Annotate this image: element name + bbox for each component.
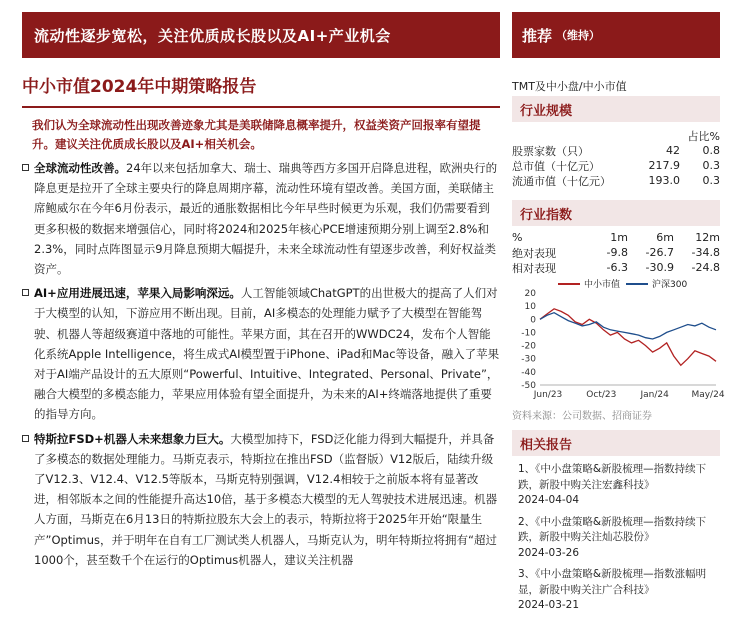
y-tick-label: -40 [521,367,536,378]
source-note: 资料来源：公司数据、招商证券 [512,411,652,422]
list-item[interactable] [518,567,720,614]
bullet-square-icon [22,435,29,442]
sidebar [512,12,725,620]
legend-item [626,277,687,290]
row-name: 绝对表现 [512,246,556,260]
bullet-text: 大模型加持下，FSD泛化能力得到大幅提升，并具备了多模态的数据处理能力。马斯克表示，特斯拉在推出FSD（监督版）V12版后，陆续升级了V12.3、V12.4、V12.5等版本，马斯克特别强调，V12.4相较于之前版本将有显著改进，相邻版本之间的性能提升高达10倍，基于多模态大模型的无人驾驶技术进展迅速。机器人方面，马斯克在6月13日的特斯拉股东大会上的表示，特斯拉将于2025年开始“限量生产”Optimus，并于明年在自有工厂测试类人机器人，马斯克认为，明年特斯拉将拥有“超过1000个，甚至数千个在运行的Optimus机器人，建议关注机器 [34,431,498,567]
row-pct: 0.8 [702,144,720,157]
header-cell: 6m [656,231,674,244]
row-value: -34.8 [691,246,720,259]
row-value: 42 [666,144,680,157]
report-title: 中小市值2024年中期策略报告 [22,77,257,97]
table-row [512,143,720,158]
legend-swatch-icon [626,283,648,285]
x-tick-label: May/24 [691,390,725,400]
y-tick-label: -10 [521,328,536,339]
row-name: 总市值（十亿元） [512,159,600,173]
y-tick-label: 20 [524,289,536,299]
table-row [512,173,720,188]
index-line-chart [512,289,725,401]
header-cell: 1m [610,231,628,244]
related-date: 2024-04-04 [518,494,580,506]
x-tick-label: Jan/24 [640,390,669,400]
row-value: 217.9 [648,159,680,172]
headline-banner: 流动性逐步宽松，关注优质成长股以及AI+产业机会 [22,12,500,58]
rating-banner [512,12,720,58]
related-list [512,462,720,614]
legend-swatch-icon [558,283,580,285]
related-date: 2024-03-21 [518,599,580,611]
list-item[interactable] [518,515,720,562]
table-row [512,260,720,275]
x-tick-label: Jun/23 [533,390,563,400]
legend-label: 沪深300 [652,279,688,290]
bullet-text: 人工智能领域ChatGPT的出世极大的提高了人们对于大模型的认知，下游应用不断出现。目前，AI多模态的处理能力赋予了大模型在智能驾驶、机器人等超级赛道中落地的可能性。苹果方面，其在召开的WWDC24，发布个人智能化系统Apple Intelligence，将生成式AI模型置于iPhone、iPad和Mac等设备，融入了苹果对于AI端产品设计的五大原则“Powerful、Intuitive、Integrated、Personal、Private”，融合大模型的多模态能力，苹果应用体验有望全面提升，为未来的AI+终端落地提供了重要的指导方向。 [34,286,500,422]
bullet-lead: 全球流动性改善。 [34,161,126,175]
row-value: 193.0 [648,174,680,187]
legend-item [558,277,620,290]
sector-label: TMT及中小盘/中小市值 [512,80,627,93]
related-date: 2024-03-26 [518,546,580,559]
bullet-lead: AI+应用进展迅速，苹果入局影响深远。 [34,286,241,301]
main-column [22,12,500,570]
bullet-ai [22,283,500,424]
related-title[interactable]: 3、《中小盘策略&新股梳理—指数涨幅明显，新股中购关注广合科技》 [518,568,707,596]
list-item[interactable] [518,462,720,509]
series-line [540,309,716,366]
summary: 我们认为全球流动性出现改善迹象尤其是美联储降息概率提升，权益类资产回报率有望提升。建议关注优质成长股以及AI+相关机会。 [32,118,481,151]
bullet-square-icon [22,164,29,171]
chart-legend [558,277,720,289]
y-tick-label: -30 [521,354,536,365]
legend-label: 中小市值 [584,279,621,290]
row-value: -26.7 [645,246,674,259]
bullet-square-icon [22,289,29,296]
table-header-row [512,128,720,143]
related-title[interactable]: 2、《中小盘策略&新股梳理—指数持续下跌，新股中购关注灿芯股份》 [518,515,707,543]
x-tick-label: Oct/23 [586,390,617,400]
row-name: 相对表现 [512,261,556,275]
row-value: -6.3 [606,261,628,274]
rating-sub: （维持） [556,29,601,42]
bullet-lead: 特斯拉FSD+机器人未来想象力巨大。 [34,431,231,446]
row-name: 流通市值（十亿元） [512,174,611,188]
related-title[interactable]: 1、《中小盘策略&新股梳理—指数持续下跌，新股中购关注宏鑫科技》 [518,463,707,491]
row-value: -30.9 [645,261,674,274]
row-pct: 0.3 [702,174,720,187]
related-heading: 相关报告 [512,430,720,456]
header-cell: 12m [695,231,720,244]
row-value: -9.8 [606,246,628,259]
table-header-row [512,230,720,245]
table-row [512,158,720,173]
row-pct: 0.3 [702,159,720,172]
industry-scale-table [512,128,720,188]
divider [22,106,500,108]
bullet-tesla [22,429,500,570]
series-line [540,313,716,339]
row-value: -24.8 [691,261,720,274]
industry-index-table [512,230,720,275]
y-tick-label: -50 [521,381,536,391]
industry-index-heading: 行业指数 [512,200,720,226]
rating-label: 推荐 [522,26,553,45]
bullet-liquidity [22,158,500,279]
row-name: 股票家数（只） [512,144,589,158]
industry-scale-heading: 行业规模 [512,96,720,122]
bullet-text: 24年以来包括加拿大、瑞士、瑞典等西方多国开启降息进程，欧洲央行的降息更是拉开了全球主要央行的降息周期序幕，流动性环境有望改善。美国方面，美联储主席鲍威尔在今年6月份表示，最近的通胀数据相比今年早些时候更为乐观，我们仍需要看到更多积极的数据来增强信心，同时将2024和2025年核心PCE增速预期分别上调至2.8%和2.3%，同时点阵图显示9月降息预期大幅提升，未来全球流动性有望逐步改善，利好权益类资产。 [34,161,498,277]
header-cell: % [512,231,523,244]
pct-header: 占比% [687,129,720,143]
table-row [512,245,720,260]
y-tick-label: 10 [524,302,536,313]
y-tick-label: -20 [521,341,536,352]
y-tick-label: 0 [530,315,536,326]
